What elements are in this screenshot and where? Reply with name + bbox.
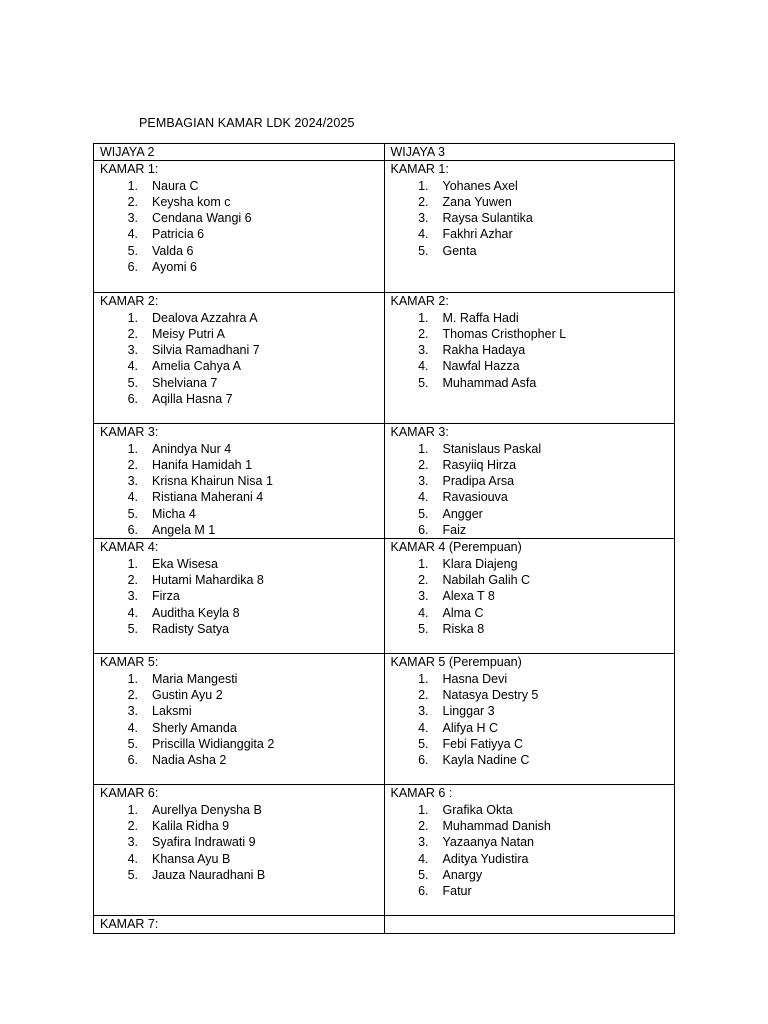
member-name: Rasyiiq Hirza: [442, 457, 517, 472]
member-name: Anindya Nur 4: [152, 441, 232, 456]
member-name: Keysha kom c: [152, 194, 231, 209]
room-cell: [94, 293, 385, 424]
list-item: [100, 473, 384, 489]
room-label: KAMAR 1:: [390, 162, 449, 177]
list-number: 3.: [127, 474, 138, 489]
list-item: [100, 671, 384, 687]
list-number: 5.: [418, 621, 429, 636]
list-item: [100, 802, 384, 818]
list-number: 2.: [418, 326, 429, 341]
list-number: 5.: [127, 736, 138, 751]
list-number: 3.: [127, 211, 138, 226]
list-item: [100, 556, 384, 572]
room-label: KAMAR 5 (Perempuan): [390, 655, 522, 670]
list-number: 6.: [127, 753, 138, 768]
list-number: 5.: [127, 506, 138, 521]
list-number: 2.: [127, 457, 138, 472]
list-number: 3.: [418, 704, 429, 719]
list-item: [391, 752, 675, 768]
member-name: Jauza Nauradhani B: [152, 867, 266, 882]
room-label: KAMAR 4:: [100, 540, 159, 555]
member-name: Dealova Azzahra A: [152, 310, 258, 325]
member-name: Fakhri Azhar: [442, 227, 513, 242]
member-name: Zana Yuwen: [442, 194, 512, 209]
member-name: Nadia Asha 2: [152, 753, 227, 768]
room-allocation-table: [93, 143, 675, 934]
list-item: [391, 802, 675, 818]
list-item: [100, 605, 384, 621]
member-name: Aurellya Denysha B: [152, 802, 262, 817]
list-number: 1.: [127, 671, 138, 686]
room-cell: [384, 161, 675, 293]
list-item: [391, 489, 675, 505]
list-item: [391, 851, 675, 867]
list-number: 3.: [127, 835, 138, 850]
document-title: PEMBAGIAN KAMAR LDK 2024/2025: [139, 116, 355, 130]
list-number: 2.: [127, 194, 138, 209]
list-number: 1.: [418, 671, 429, 686]
list-item: [100, 210, 384, 226]
list-number: 3.: [418, 474, 429, 489]
list-item: [100, 243, 384, 259]
table-row: [94, 785, 675, 916]
member-name: Ristiana Maherani 4: [152, 490, 264, 505]
list-item: [391, 342, 675, 358]
room-label: KAMAR 2:: [390, 294, 449, 309]
list-item: [100, 194, 384, 210]
table-row: [94, 424, 675, 539]
list-item: [391, 226, 675, 242]
table-row: [94, 916, 675, 933]
member-name: Nawfal Hazza: [442, 359, 520, 374]
list-number: 5.: [418, 867, 429, 882]
list-item: [391, 441, 675, 457]
list-number: 5.: [127, 243, 138, 258]
member-name: Syafira Indrawati 9: [152, 835, 256, 850]
list-number: 4.: [418, 605, 429, 620]
member-name: Angela M 1: [152, 523, 216, 538]
list-item: [100, 489, 384, 505]
list-item: [391, 210, 675, 226]
list-item: [100, 178, 384, 194]
member-name: Silvia Ramadhani 7: [152, 343, 260, 358]
list-item: [391, 243, 675, 259]
list-item: [391, 556, 675, 572]
list-item: [391, 588, 675, 604]
list-number: 4.: [418, 490, 429, 505]
column-header-wijaya-2: WIJAYA 2: [94, 144, 385, 161]
list-number: 6.: [418, 523, 429, 538]
member-name: Stanislaus Paskal: [442, 441, 542, 456]
member-list: [391, 178, 675, 259]
list-number: 1.: [127, 802, 138, 817]
member-name: Hutami Mahardika 8: [152, 572, 264, 587]
member-name: M. Raffa Hadi: [442, 310, 519, 325]
room-label: KAMAR 6:: [100, 786, 159, 801]
list-number: 3.: [127, 589, 138, 604]
member-name: Angger: [442, 506, 483, 521]
member-name: Anargy: [442, 867, 483, 882]
list-number: 4.: [127, 359, 138, 374]
list-item: [391, 834, 675, 850]
table-row: [94, 654, 675, 785]
table-row: [94, 293, 675, 424]
member-name: Amelia Cahya A: [152, 359, 241, 374]
member-name: Cendana Wangi 6: [152, 211, 252, 226]
room-cell: [94, 785, 385, 916]
member-list: [391, 441, 675, 539]
list-item: [391, 178, 675, 194]
list-item: [391, 720, 675, 736]
list-item: [391, 867, 675, 883]
list-number: 4.: [418, 851, 429, 866]
list-number: 3.: [418, 211, 429, 226]
member-name: Nabilah Galih C: [442, 572, 531, 587]
list-item: [391, 457, 675, 473]
list-number: 4.: [127, 851, 138, 866]
member-name: Thomas Cristhopher L: [442, 326, 567, 341]
list-item: [391, 687, 675, 703]
room-cell: [384, 785, 675, 916]
member-list: [100, 310, 384, 408]
member-list: [100, 802, 384, 883]
list-number: 5.: [418, 506, 429, 521]
member-name: Fatur: [442, 884, 472, 899]
list-number: 5.: [418, 375, 429, 390]
room-cell: [94, 539, 385, 654]
member-name: Patricia 6: [152, 227, 205, 242]
list-number: 2.: [127, 687, 138, 702]
list-item: [100, 259, 384, 275]
list-item: [100, 720, 384, 736]
member-name: Sherly Amanda: [152, 720, 237, 735]
list-number: 6.: [127, 523, 138, 538]
member-list: [391, 802, 675, 900]
list-item: [100, 522, 384, 538]
list-item: [100, 457, 384, 473]
list-item: [100, 621, 384, 637]
member-name: Shelviana 7: [152, 375, 218, 390]
list-item: [100, 391, 384, 407]
list-item: [100, 687, 384, 703]
list-number: 6.: [127, 260, 138, 275]
list-item: [391, 605, 675, 621]
list-item: [100, 703, 384, 719]
list-number: 1.: [127, 310, 138, 325]
list-number: 4.: [127, 720, 138, 735]
list-number: 3.: [418, 835, 429, 850]
table-row: [94, 539, 675, 654]
list-item: [391, 326, 675, 342]
list-number: 5.: [127, 621, 138, 636]
member-name: Alma C: [442, 605, 484, 620]
member-name: Krisna Khairun Nisa 1: [152, 474, 273, 489]
member-name: Gustin Ayu 2: [152, 687, 223, 702]
member-name: Micha 4: [152, 506, 196, 521]
list-number: 2.: [127, 326, 138, 341]
list-number: 4.: [418, 227, 429, 242]
list-number: 6.: [127, 392, 138, 407]
list-number: 2.: [127, 572, 138, 587]
member-name: Firza: [152, 589, 180, 604]
list-item: [100, 358, 384, 374]
member-name: Raysa Sulantika: [442, 211, 533, 226]
list-item: [100, 572, 384, 588]
member-name: Hanifa Hamidah 1: [152, 457, 253, 472]
list-item: [100, 226, 384, 242]
list-number: 1.: [418, 441, 429, 456]
list-item: [391, 703, 675, 719]
member-name: Yohanes Axel: [442, 178, 518, 193]
list-item: [100, 752, 384, 768]
room-label: KAMAR 4 (Perempuan): [390, 540, 522, 555]
member-name: Aditya Yudistira: [442, 851, 529, 866]
member-name: Aqilla Hasna 7: [152, 392, 233, 407]
member-name: Alexa T 8: [442, 589, 495, 604]
list-number: 3.: [418, 343, 429, 358]
list-item: [100, 867, 384, 883]
list-number: 4.: [418, 720, 429, 735]
list-item: [391, 506, 675, 522]
list-item: [100, 834, 384, 850]
member-name: Naura C: [152, 178, 199, 193]
list-number: 4.: [127, 490, 138, 505]
list-number: 1.: [127, 178, 138, 193]
list-number: 6.: [418, 884, 429, 899]
room-label: KAMAR 2:: [100, 294, 159, 309]
member-name: Natasya Destry 5: [442, 687, 539, 702]
list-item: [100, 441, 384, 457]
member-name: Febi Fatiyya C: [442, 736, 524, 751]
list-item: [100, 736, 384, 752]
member-name: Muhammad Danish: [442, 818, 551, 833]
member-name: Eka Wisesa: [152, 556, 218, 571]
member-name: Radisty Satya: [152, 621, 230, 636]
room-cell: [384, 424, 675, 539]
list-number: 4.: [418, 359, 429, 374]
room-cell: [94, 161, 385, 293]
list-number: 3.: [127, 343, 138, 358]
member-name: Yazaanya Natan: [442, 835, 534, 850]
member-name: Grafika Okta: [442, 802, 513, 817]
list-item: [391, 473, 675, 489]
member-list: [100, 556, 384, 637]
list-item: [391, 358, 675, 374]
list-number: 1.: [418, 310, 429, 325]
list-item: [100, 851, 384, 867]
list-item: [391, 621, 675, 637]
member-list: [391, 310, 675, 391]
room-label: KAMAR 5:: [100, 655, 159, 670]
room-label: KAMAR 1:: [100, 162, 159, 177]
list-number: 1.: [127, 441, 138, 456]
list-item: [391, 194, 675, 210]
room-cell: [384, 916, 675, 933]
member-name: Genta: [442, 243, 477, 258]
list-number: 4.: [127, 227, 138, 242]
column-header-wijaya-3: WIJAYA 3: [384, 144, 675, 161]
member-name: Klara Diajeng: [442, 556, 518, 571]
member-name: Maria Mangesti: [152, 671, 238, 686]
list-item: [100, 506, 384, 522]
member-name: Hasna Devi: [442, 671, 508, 686]
room-label: KAMAR 3:: [100, 425, 159, 440]
list-number: 1.: [418, 556, 429, 571]
list-item: [391, 375, 675, 391]
list-item: [100, 326, 384, 342]
member-list: [100, 441, 384, 539]
room-label: KAMAR 7:: [100, 917, 159, 932]
list-number: 2.: [418, 457, 429, 472]
member-name: Priscilla Widianggita 2: [152, 736, 275, 751]
member-name: Auditha Keyla 8: [152, 605, 240, 620]
list-number: 2.: [418, 818, 429, 833]
list-number: 2.: [418, 572, 429, 587]
member-name: Muhammad Asfa: [442, 375, 537, 390]
list-item: [391, 818, 675, 834]
member-name: Kayla Nadine C: [442, 753, 530, 768]
room-cell: [384, 293, 675, 424]
list-number: 1.: [418, 178, 429, 193]
list-number: 1.: [127, 556, 138, 571]
member-list: [391, 556, 675, 637]
member-name: Meisy Putri A: [152, 326, 225, 341]
member-list: [391, 671, 675, 769]
member-name: Faiz: [442, 523, 467, 538]
member-name: Rakha Hadaya: [442, 343, 526, 358]
list-item: [100, 588, 384, 604]
room-cell: [94, 424, 385, 539]
list-number: 2.: [418, 194, 429, 209]
list-item: [391, 736, 675, 752]
list-item: [391, 572, 675, 588]
list-number: 3.: [127, 704, 138, 719]
list-number: 5.: [127, 375, 138, 390]
room-label: KAMAR 6 :: [390, 786, 453, 801]
list-number: 1.: [418, 802, 429, 817]
member-list: [100, 671, 384, 769]
list-item: [391, 310, 675, 326]
room-cell: [94, 654, 385, 785]
list-number: 5.: [418, 736, 429, 751]
list-item: [100, 375, 384, 391]
list-item: [100, 818, 384, 834]
member-list: [100, 178, 384, 276]
list-number: 2.: [127, 818, 138, 833]
list-number: 4.: [127, 605, 138, 620]
list-item: [391, 883, 675, 899]
member-name: Kalila Ridha 9: [152, 818, 230, 833]
list-number: 3.: [418, 589, 429, 604]
member-name: Linggar 3: [442, 704, 495, 719]
room-cell: [384, 654, 675, 785]
list-number: 6.: [418, 753, 429, 768]
member-name: Pradipa Arsa: [442, 474, 515, 489]
member-name: Laksmi: [152, 704, 192, 719]
room-cell: [384, 539, 675, 654]
table-header-row: [94, 144, 675, 161]
list-number: 5.: [127, 867, 138, 882]
room-label: KAMAR 3:: [390, 425, 449, 440]
member-name: Ravasiouva: [442, 490, 508, 505]
member-name: Valda 6: [152, 243, 194, 258]
member-name: Khansa Ayu B: [152, 851, 231, 866]
member-name: Riska 8: [442, 621, 485, 636]
list-number: 2.: [418, 687, 429, 702]
member-name: Alifya H C: [442, 720, 499, 735]
room-cell: [94, 916, 385, 933]
list-item: [100, 310, 384, 326]
list-item: [391, 522, 675, 538]
member-name: Ayomi 6: [152, 260, 197, 275]
list-item: [391, 671, 675, 687]
list-number: 5.: [418, 243, 429, 258]
table-row: [94, 161, 675, 293]
list-item: [100, 342, 384, 358]
